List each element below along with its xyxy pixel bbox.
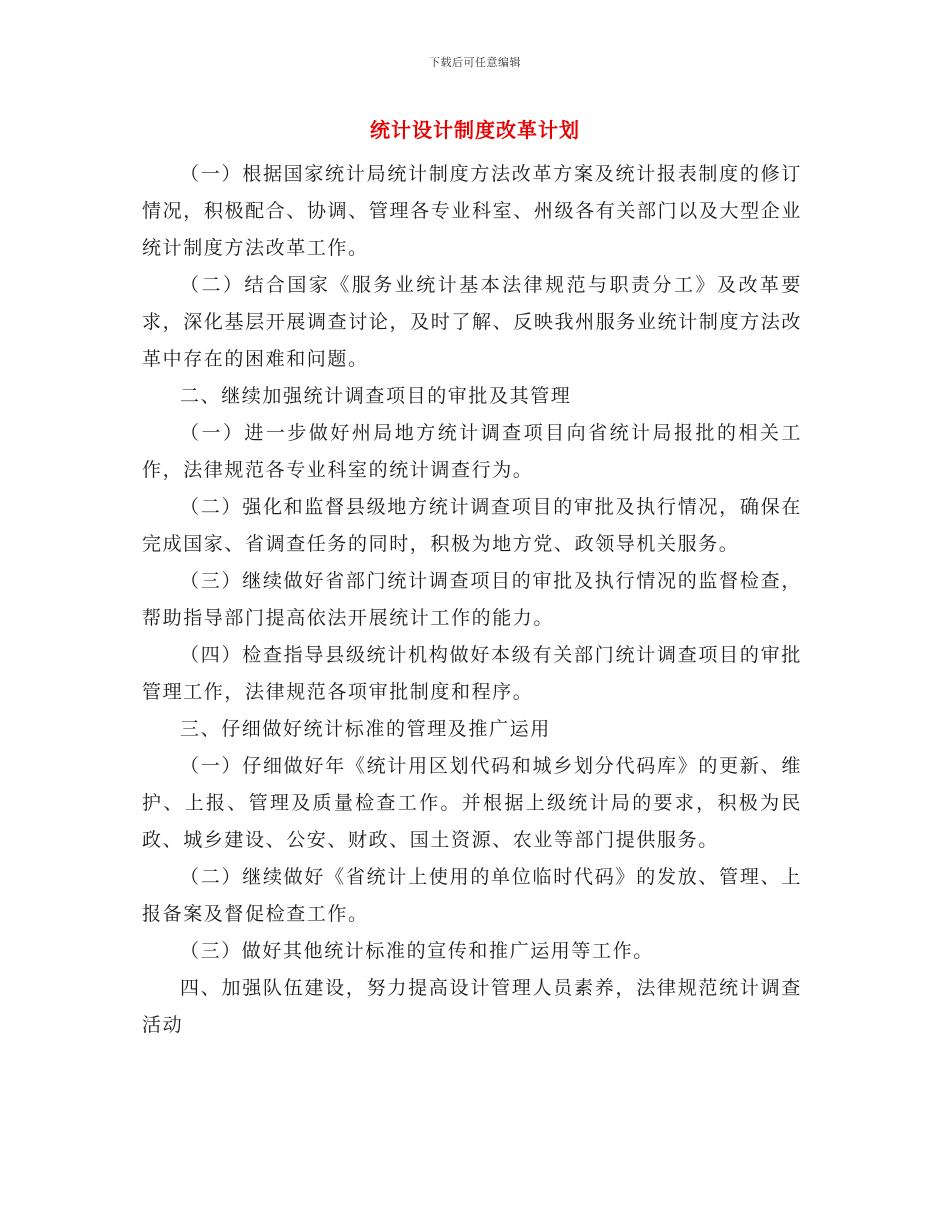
paragraph-7: （四）检查指导县级统计机构做好本级有关部门统计调查项目的审批管理工作，法律规范各项审批制度和程序。: [142, 644, 802, 703]
paragraph-10: （二）继续做好《省统计上使用的单位临时代码》的发放、管理、上报备案及督促检查工作。: [142, 866, 802, 925]
paragraph-4: （一）进一步做好州局地方统计调查项目向省统计局报批的相关工作，法律规范各专业科室的统计调查行为。: [142, 422, 802, 481]
paragraph-11: （三）做好其他统计标准的宣传和推广运用等工作。: [180, 940, 654, 962]
paragraph-5: （二）强化和监督县级地方统计调查项目的审批及执行情况，确保在完成国家、省调查任务的同时，积极为地方党、政领导机关服务。: [142, 496, 802, 555]
section-heading-4: 四、加强队伍建设，努力提高设计管理人员素养，法律规范统计调查活动: [142, 977, 802, 1036]
paragraph-1: （一）根据国家统计局统计制度方法改革方案及统计报表制度的修订情况，积极配合、协调、管理各专业科室、州级各有关部门以及大型企业统计制度方法改革工作。: [142, 163, 802, 259]
paragraph-9: （一）仔细做好年《统计用区划代码和城乡划分代码库》的更新、维护、上报、管理及质量检查工作。并根据上级统计局的要求，积极为民政、城乡建设、公安、财政、国土资源、农业等部门提供服务。: [142, 755, 802, 851]
document-body: [142, 156, 802, 1044]
paragraph-2: （二）结合国家《服务业统计基本法律规范与职责分工》及改革要求，深化基层开展调查讨论，及时了解、反映我州服务业统计制度方法改革中存在的困难和问题。: [142, 274, 802, 370]
header-note: 下载后可任意编辑: [429, 56, 521, 69]
section-heading-3: 三、仔细做好统计标准的管理及推广运用: [180, 718, 551, 740]
document-title: 统计设计制度改革计划: [370, 118, 580, 142]
section-heading-2: 二、继续加强统计调查项目的审批及其管理: [180, 385, 572, 407]
paragraph-6: （三）继续做好省部门统计调查项目的审批及执行情况的监督检查，帮助指导部门提高依法开展统计工作的能力。: [142, 570, 802, 629]
